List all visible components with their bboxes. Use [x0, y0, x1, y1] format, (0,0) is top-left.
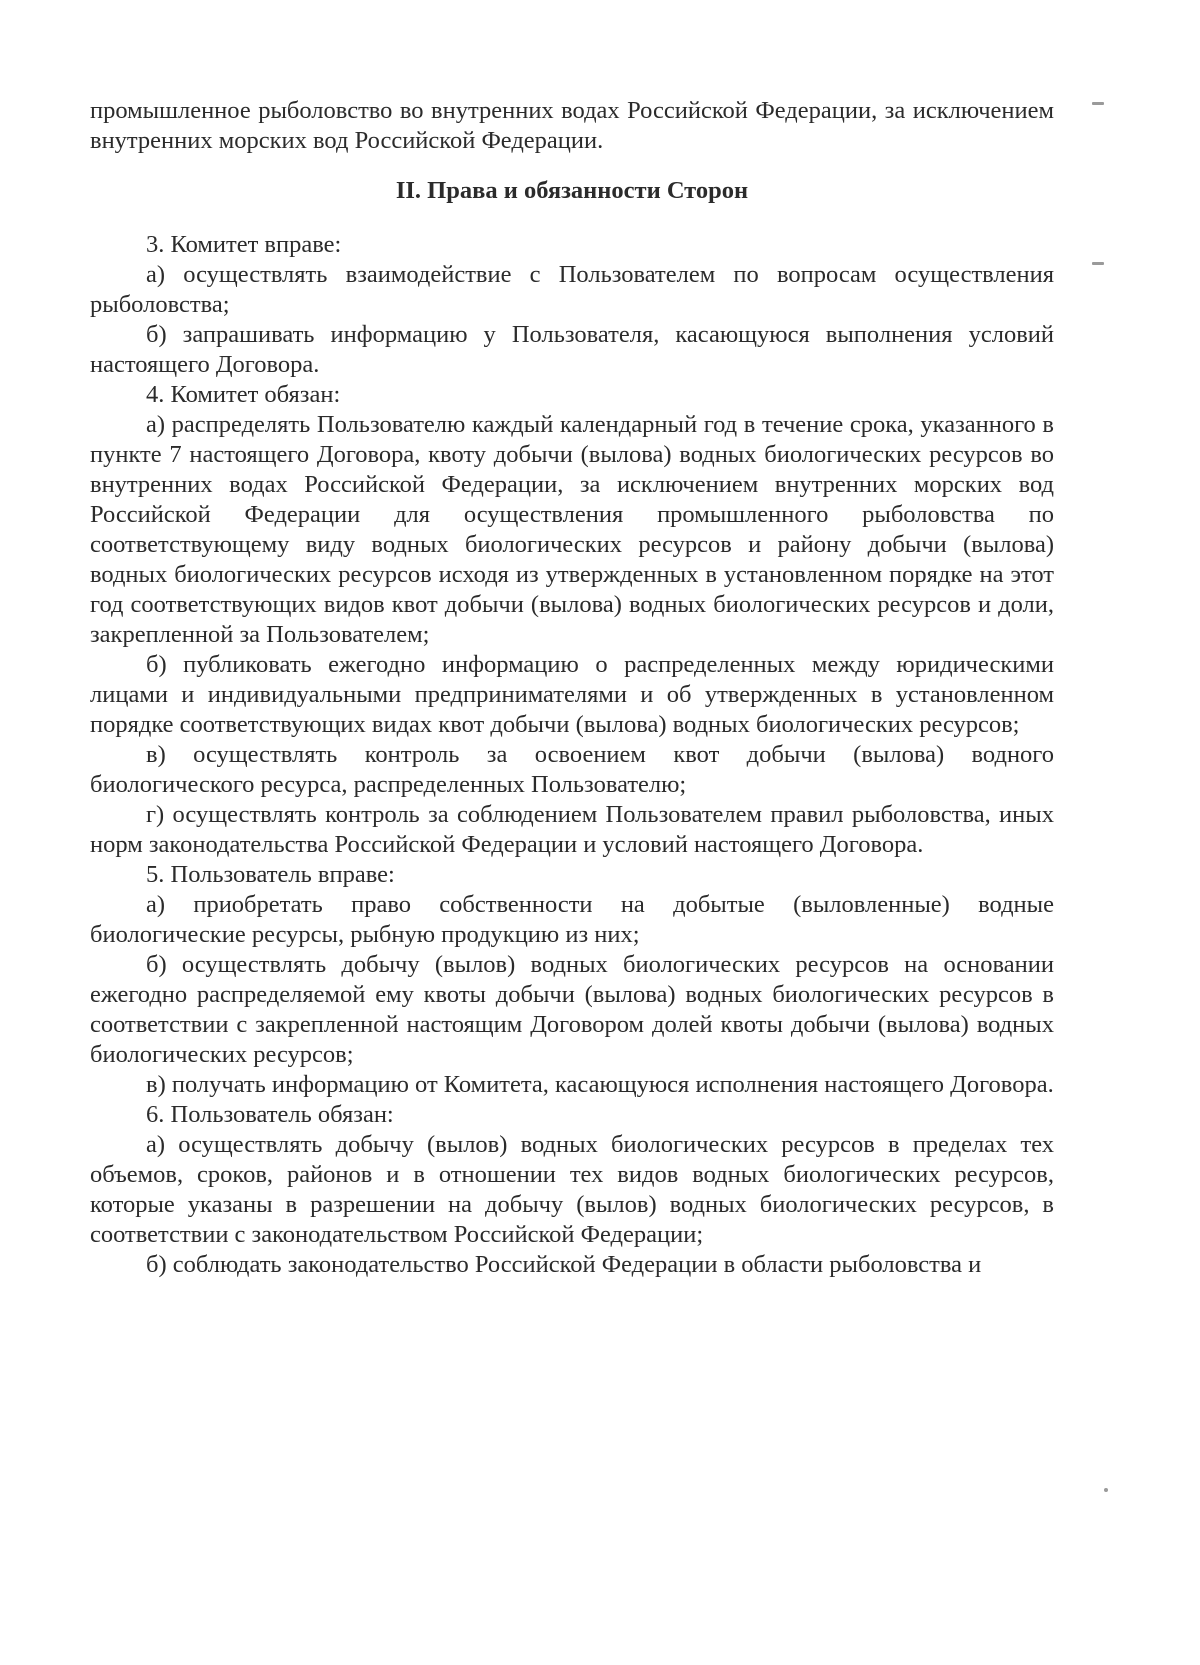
paragraph-continuation: промышленное рыболовство во внутренних водах Российской Федерации, за исключением внутренних морских вод Российской Федерации. [90, 97, 1054, 154]
clause-6: 6. Пользователь обязан: [146, 1101, 394, 1128]
clause-6b: б) соблюдать законодательство Российской Федерации в области рыболовства и [146, 1251, 982, 1278]
clause-3: 3. Комитет вправе: [146, 231, 342, 258]
clause-5a: а) приобретать право собственности на добытые (выловленные) водные биологические ресурсы, рыбную продукцию из них; [90, 891, 1054, 948]
document-body [90, 96, 1054, 1280]
clause-4v: в) осуществлять контроль за освоением квот добычи (вылова) водного биологического ресурса, распределенных Пользователю; [90, 741, 1054, 798]
clause-3b: б) запрашивать информацию у Пользователя, касающуюся выполнения условий настоящего Договора. [90, 321, 1054, 378]
clause-5v: в) получать информацию от Комитета, касающуюся исполнения настоящего Договора. [146, 1071, 1054, 1098]
clause-4: 4. Комитет обязан: [146, 381, 341, 408]
scan-mark [1092, 102, 1104, 105]
clause-4g: г) осуществлять контроль за соблюдением Пользователем правил рыболовства, иных норм законодательства Российской Федерации и условий настоящего Договора. [90, 801, 1054, 858]
clause-3a: а) осуществлять взаимодействие с Пользователем по вопросам осуществления рыболовства; [90, 261, 1054, 318]
scan-mark [1104, 1488, 1108, 1492]
scan-mark [1092, 262, 1104, 265]
clause-6a: а) осуществлять добычу (вылов) водных биологических ресурсов в пределах тех объемов, сроков, районов и в отношении тех видов водных биологических ресурсов, которые указаны в разрешении на добычу (вылов) водных биологических ресурсов, в соответствии с законодательством Российской Федерации; [90, 1131, 1054, 1248]
section-heading: II. Права и обязанности Сторон [395, 177, 749, 204]
clause-5b: б) осуществлять добычу (вылов) водных биологических ресурсов на основании ежегодно распределяемой ему квоты добычи (вылова) водных биологических ресурсов в соответствии с закрепленной настоящим Договором долей квоты добычи (вылова) водных биологических ресурсов; [90, 951, 1054, 1068]
clause-5: 5. Пользователь вправе: [146, 861, 395, 888]
clause-4a: а) распределять Пользователю каждый календарный год в течение срока, указанного в пункте 7 настоящего Договора, квоту добычи (вылова) водных биологических ресурсов во внутренних водах Российской Федерации, за исключением внутренних морских вод Российской Федерации для осуществления промышленного рыболовства по соответствующему виду водных биологических ресурсов и району добычи (вылова) водных биологических ресурсов исходя из утвержденных в установленном порядке на этот год соответствующих видов квот добычи (вылова) водных биологических ресурсов и доли, закрепленной за Пользователем; [90, 411, 1054, 648]
clause-4b: б) публиковать ежегодно информацию о распределенных между юридическими лицами и индивидуальными предпринимателями и об утвержденных в установленном порядке соответствующих видах квот добычи (вылова) водных биологических ресурсов; [90, 651, 1054, 738]
